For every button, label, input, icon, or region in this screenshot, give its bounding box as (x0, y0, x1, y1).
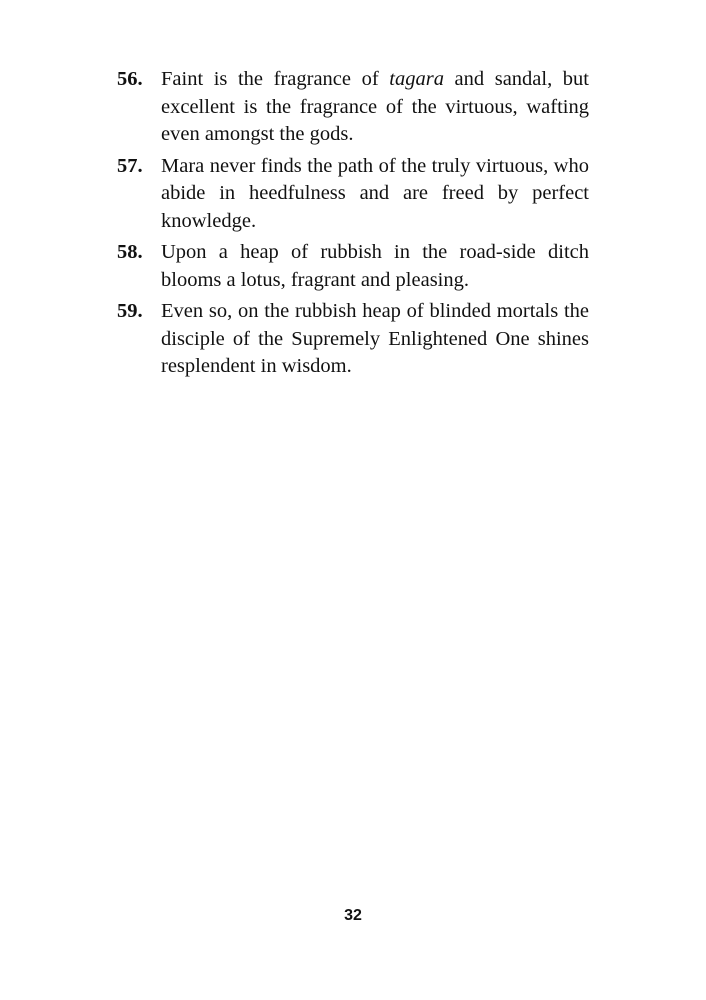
verse-56 (117, 66, 589, 149)
verse-text-part: and sandal, but excellent is the fragrance of the virtuous, wafting even amongst the gods. (161, 68, 590, 145)
verse-59 (117, 298, 589, 381)
verse-57 (117, 153, 589, 236)
verse-text: Upon a heap of rubbish in the road-side ditch blooms a lotus, fragrant and pleasing. (161, 241, 589, 291)
verse-58 (117, 239, 589, 294)
verse-number: 59. (117, 300, 143, 322)
verse-number: 57. (117, 154, 143, 177)
verse-text-part: Faint is the fragrance of (161, 68, 390, 90)
page-number: 32 (344, 907, 362, 924)
verse-text (161, 66, 589, 149)
verse-italic-term: tagara (389, 68, 444, 90)
verse-text: Even so, on the rubbish heap of blinded mortals the disciple of the Supremely Enlightened One shines resplendent in wisdom. (161, 300, 589, 377)
verse-number: 56. (117, 68, 143, 90)
verse-number: 58. (117, 241, 143, 263)
verse-text: Mara never finds the path of the truly virtuous, who abide in heedfulness and are freed by perfect knowledge. (161, 154, 589, 232)
verse-list (117, 66, 589, 385)
